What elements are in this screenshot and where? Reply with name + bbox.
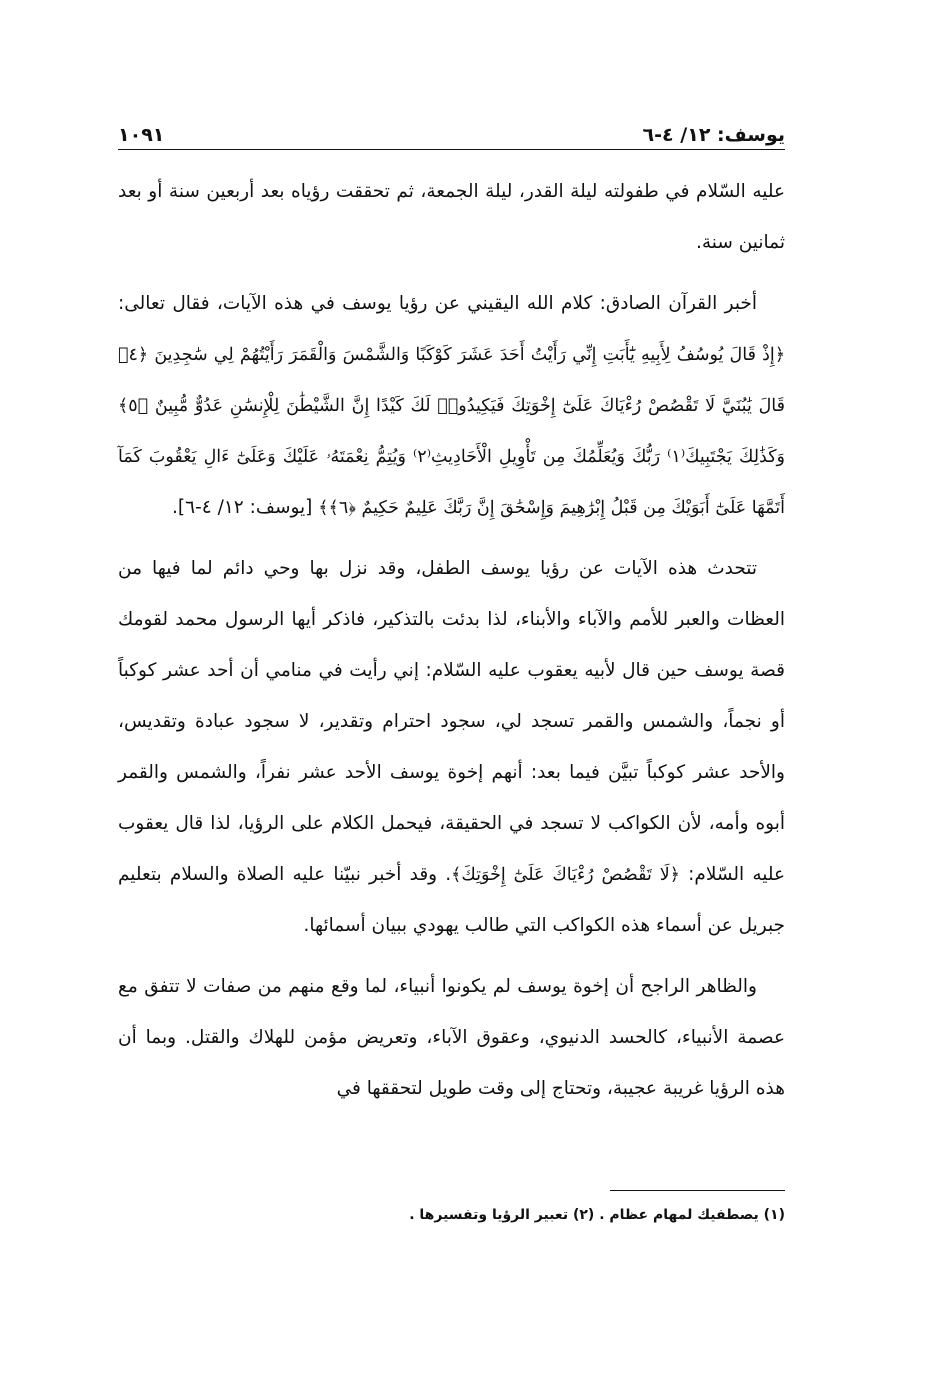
quran-quote: ﴿لَا تَقْصُصْ رُءْيَاكَ عَلَىٰٓ إِخْوَتِكَ﴾ bbox=[451, 865, 680, 885]
paragraph-3-end: . وقد أخبر نبيّنا عليه الصلاة والسلام بتعليم جبريل عن أسماء هذه الكواكب التي طالب يهودي ببيان أسمائها. bbox=[118, 864, 785, 936]
paragraph-2 bbox=[118, 278, 785, 533]
footnotes: (١) يصطفيك لمهام عظام . (٢) تعبير الرؤيا وتفسيرها . bbox=[409, 1207, 785, 1223]
verse-reference: [يوسف: ١٢/ ٤-٦]. bbox=[172, 497, 313, 518]
header-rule bbox=[118, 149, 785, 150]
page-number: ١٠٩١ bbox=[118, 124, 165, 146]
page-header bbox=[118, 110, 785, 146]
running-title: يوسف: ١٢/ ٤-٦ bbox=[642, 124, 785, 146]
paragraph-3 bbox=[118, 543, 785, 951]
paragraph-1: عليه السّلام في طفولته ليلة القدر، ليلة الجمعة، ثم تحققت رؤياه بعد أربعين سنة أو بعد ثمانين سنة. bbox=[118, 181, 785, 253]
paragraph-2-intro: أخبر القرآن الصادق: كلام الله اليقيني عن رؤيا يوسف في هذه الآيات، فقال تعالى: bbox=[118, 293, 757, 314]
quran-verses: ﴿إِذْ قَالَ يُوسُفُ لِأَبِيهِ يَٰٓأَبَتِ إِنِّي رَأَيْتُ أَحَدَ عَشَرَ كَوْكَبًا وَالشَّمْسَ وَالْقَمَرَ رَأَيْتُهُمْ لِي سَٰجِدِينَ ﴿٤﴾ قَالَ يَٰبُنَيَّ لَا تَقْصُصْ رُءْيَاكَ عَلَىٰٓ إِخْوَتِكَ فَيَكِيدُوا۟ لَكَ كَيْدًا إِنَّ الشَّيْطَٰنَ لِلْإِنسَٰنِ عَدُوٌّ مُّبِينٌ ﴿٥﴾ وَكَذَٰلِكَ يَجْتَبِيكَ⁽١⁾ رَبُّكَ وَيُعَلِّمُكَ مِن تَأْوِيلِ الْأَحَادِيثِ⁽٢⁾ وَيُتِمُّ نِعْمَتَهُۥ عَلَيْكَ وَعَلَىٰٓ ءَالِ يَعْقُوبَ كَمَآ أَتَمَّهَا عَلَىٰٓ أَبَوَيْكَ مِن قَبْلُ إِبْرَٰهِيمَ وَإِسْحَٰقَ إِنَّ رَبَّكَ عَلِيمٌ حَكِيمٌ ﴿٦﴾﴾ bbox=[118, 345, 785, 518]
paragraph-3-text: تتحدث هذه الآيات عن رؤيا يوسف الطفل، وقد نزل بها وحي دائم لما فيها من العظات والعبر للأمم والآباء والأبناء، لذا بدئت بالتذكير، فاذكر أيها الرسول محمد لقومك قصة يوسف حين قال لأبيه يعقوب عليه السّلام: إني رأيت في منامي أن أحد عشر كوكباً أو نجماً، والشمس والقمر تسجد لي، سجود احترام وتقدير، لا سجود عبادة وتقديس، والأحد عشر كوكباً تبيَّن فيما بعد: أنهم إخوة يوسف الأحد عشر نفراً، والشمس والقمر أبوه وأمه، لأن الكواكب لا تسجد في الحقيقة، فيحمل الكلام على الرؤيا، لذا قال يعقوب عليه السّلام: bbox=[118, 558, 785, 885]
page-body bbox=[118, 166, 785, 1114]
footnote-rule bbox=[610, 1190, 785, 1191]
paragraph-4: والظاهر الراجح أن إخوة يوسف لم يكونوا أنبياء، لما وقع منهم من صفات لا تتفق مع عصمة الأنبياء، كالحسد الدنيوي، وعقوق الآباء، وتعريض مؤمن للهلاك والقتل. وبما أن هذه الرؤيا غريبة عجيبة، وتحتاج إلى وقت طويل لتحققها في bbox=[118, 976, 785, 1099]
